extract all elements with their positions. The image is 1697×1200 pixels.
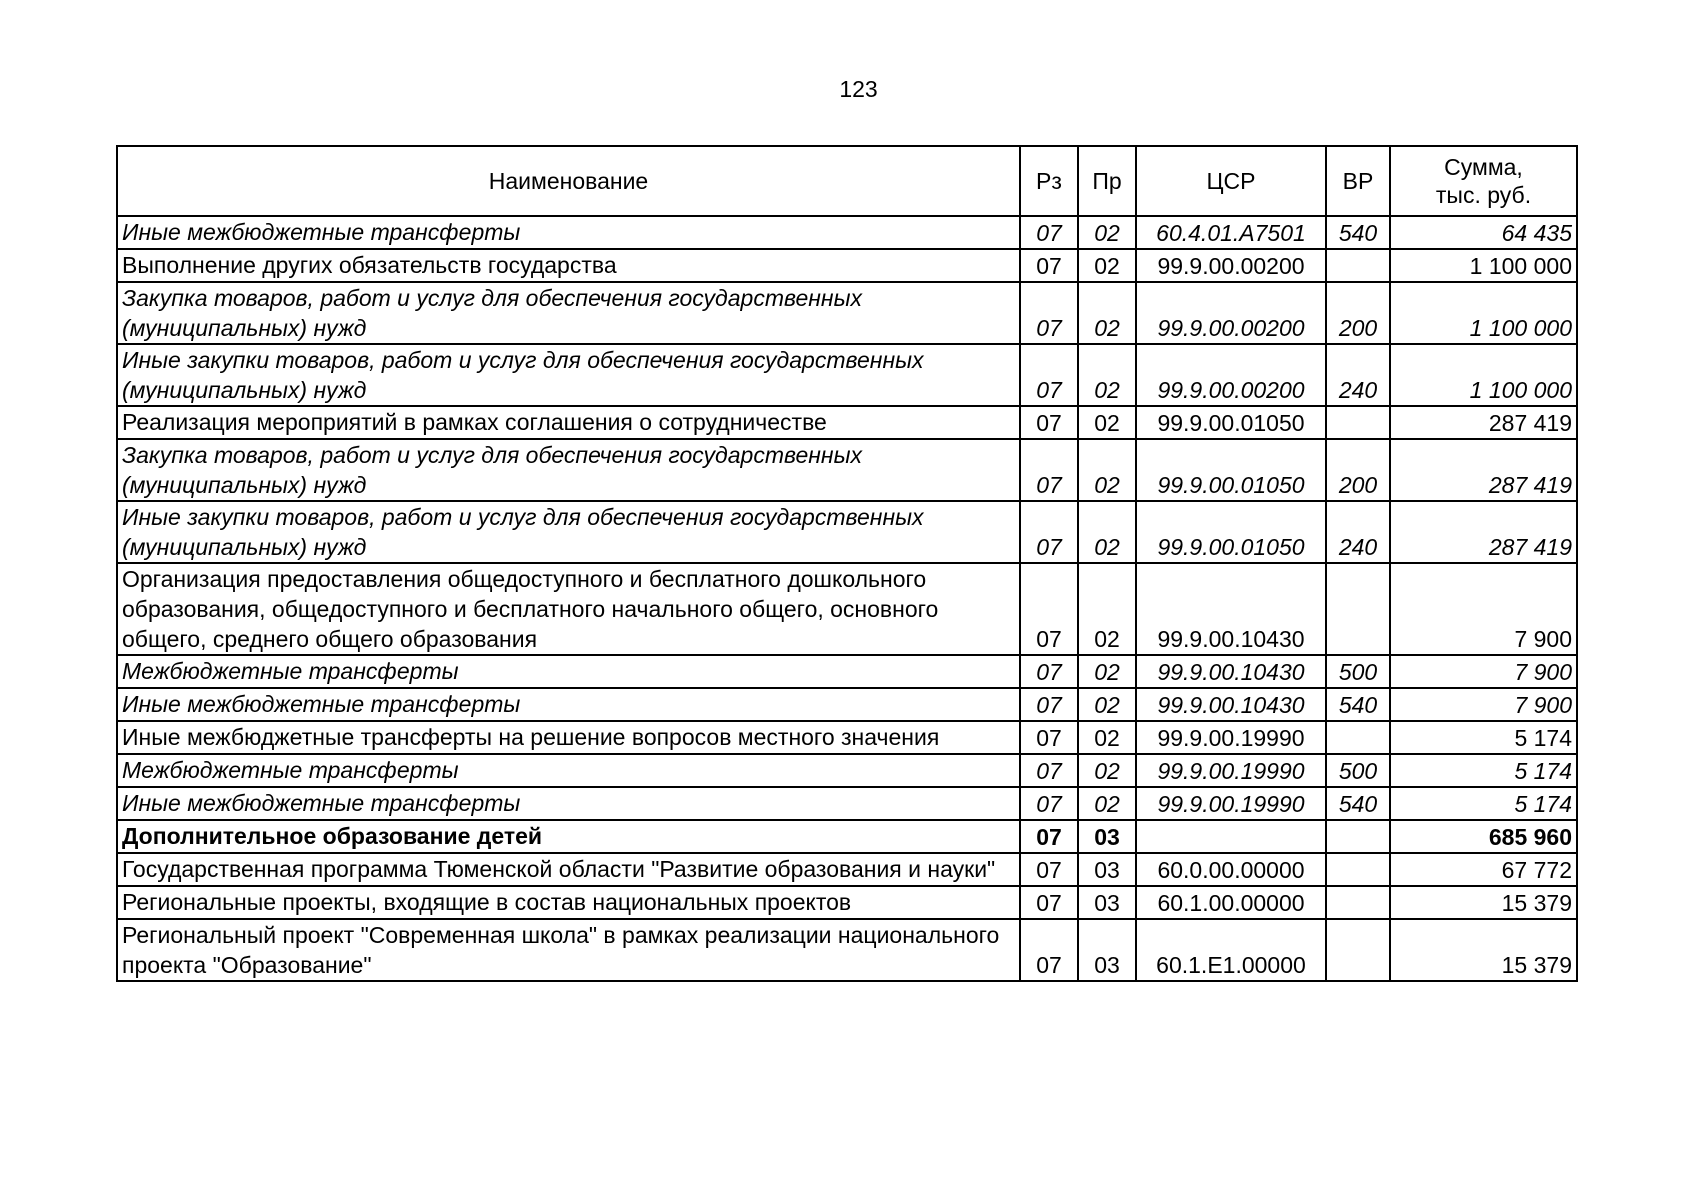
header-vr: ВР <box>1326 146 1390 216</box>
cell-pr: 03 <box>1078 853 1136 886</box>
table-row <box>117 688 1577 721</box>
cell-csr: 60.0.00.00000 <box>1136 853 1326 886</box>
cell-pr: 02 <box>1078 787 1136 820</box>
cell-csr: 99.9.00.19990 <box>1136 754 1326 787</box>
table-row <box>117 563 1577 655</box>
table-row <box>117 853 1577 886</box>
cell-pr: 02 <box>1078 344 1136 406</box>
table-row <box>117 886 1577 919</box>
cell-rz: 07 <box>1020 919 1078 981</box>
cell-sum: 15 379 <box>1390 886 1577 919</box>
cell-pr: 03 <box>1078 919 1136 981</box>
page-number: 123 <box>839 76 878 102</box>
header-csr: ЦСР <box>1136 146 1326 216</box>
cell-name: Организация предоставления общедоступного и бесплатного дошкольного образования, общедоступного и бесплатного начального общего, основного общего, среднего общего образования <box>117 563 1020 655</box>
cell-vr <box>1326 721 1390 754</box>
table-row <box>117 406 1577 439</box>
cell-sum: 7 900 <box>1390 688 1577 721</box>
cell-rz: 07 <box>1020 282 1078 344</box>
cell-vr: 200 <box>1326 282 1390 344</box>
cell-pr: 03 <box>1078 820 1136 853</box>
cell-sum: 7 900 <box>1390 563 1577 655</box>
cell-vr <box>1326 406 1390 439</box>
cell-name: Государственная программа Тюменской области "Развитие образования и науки" <box>117 853 1020 886</box>
cell-vr: 540 <box>1326 787 1390 820</box>
cell-name: Иные межбюджетные трансферты <box>117 787 1020 820</box>
cell-name: Выполнение других обязательств государства <box>117 249 1020 282</box>
cell-rz: 07 <box>1020 439 1078 501</box>
cell-vr <box>1326 820 1390 853</box>
cell-pr: 02 <box>1078 721 1136 754</box>
cell-sum: 1 100 000 <box>1390 344 1577 406</box>
cell-rz: 07 <box>1020 886 1078 919</box>
cell-pr: 02 <box>1078 563 1136 655</box>
cell-pr: 02 <box>1078 216 1136 249</box>
cell-csr: 60.1.Е1.00000 <box>1136 919 1326 981</box>
cell-csr: 99.9.00.00200 <box>1136 249 1326 282</box>
table-row <box>117 655 1577 688</box>
cell-rz: 07 <box>1020 853 1078 886</box>
table-body <box>117 216 1577 981</box>
cell-sum: 1 100 000 <box>1390 282 1577 344</box>
cell-sum: 287 419 <box>1390 501 1577 563</box>
cell-csr: 99.9.00.10430 <box>1136 688 1326 721</box>
header-name: Наименование <box>117 146 1020 216</box>
cell-sum: 7 900 <box>1390 655 1577 688</box>
cell-name: Закупка товаров, работ и услуг для обеспечения государственных (муниципальных) нужд <box>117 439 1020 501</box>
cell-vr <box>1326 563 1390 655</box>
table-row <box>117 344 1577 406</box>
cell-pr: 02 <box>1078 501 1136 563</box>
header-pr: Пр <box>1078 146 1136 216</box>
table-row <box>117 787 1577 820</box>
cell-sum: 287 419 <box>1390 406 1577 439</box>
cell-rz: 07 <box>1020 501 1078 563</box>
cell-csr: 99.9.00.00200 <box>1136 344 1326 406</box>
cell-sum: 64 435 <box>1390 216 1577 249</box>
table-row <box>117 721 1577 754</box>
cell-sum: 5 174 <box>1390 721 1577 754</box>
cell-rz: 07 <box>1020 563 1078 655</box>
cell-rz: 07 <box>1020 820 1078 853</box>
header-row <box>117 146 1577 216</box>
cell-csr: 60.1.00.00000 <box>1136 886 1326 919</box>
cell-sum: 67 772 <box>1390 853 1577 886</box>
cell-rz: 07 <box>1020 655 1078 688</box>
cell-csr <box>1136 820 1326 853</box>
cell-rz: 07 <box>1020 216 1078 249</box>
cell-rz: 07 <box>1020 787 1078 820</box>
table-row <box>117 439 1577 501</box>
cell-pr: 02 <box>1078 249 1136 282</box>
cell-name: Региональные проекты, входящие в состав национальных проектов <box>117 886 1020 919</box>
cell-pr: 02 <box>1078 282 1136 344</box>
cell-pr: 02 <box>1078 655 1136 688</box>
cell-rz: 07 <box>1020 249 1078 282</box>
cell-rz: 07 <box>1020 406 1078 439</box>
cell-rz: 07 <box>1020 754 1078 787</box>
cell-name: Межбюджетные трансферты <box>117 655 1020 688</box>
cell-vr: 540 <box>1326 216 1390 249</box>
cell-name: Реализация мероприятий в рамках соглашения о сотрудничестве <box>117 406 1020 439</box>
cell-vr <box>1326 919 1390 981</box>
cell-csr: 60.4.01.А7501 <box>1136 216 1326 249</box>
header-sum <box>1390 146 1577 216</box>
cell-csr: 99.9.00.19990 <box>1136 787 1326 820</box>
budget-table <box>116 145 1578 982</box>
cell-vr: 500 <box>1326 754 1390 787</box>
cell-sum: 287 419 <box>1390 439 1577 501</box>
cell-vr: 240 <box>1326 344 1390 406</box>
cell-name: Межбюджетные трансферты <box>117 754 1020 787</box>
table-row <box>117 249 1577 282</box>
header-sum-line1: Сумма, <box>1444 154 1523 180</box>
cell-vr: 500 <box>1326 655 1390 688</box>
table-row <box>117 282 1577 344</box>
cell-csr: 99.9.00.10430 <box>1136 655 1326 688</box>
header-rz: Рз <box>1020 146 1078 216</box>
cell-name: Закупка товаров, работ и услуг для обеспечения государственных (муниципальных) нужд <box>117 282 1020 344</box>
cell-csr: 99.9.00.01050 <box>1136 501 1326 563</box>
cell-rz: 07 <box>1020 721 1078 754</box>
cell-csr: 99.9.00.01050 <box>1136 406 1326 439</box>
cell-name: Иные закупки товаров, работ и услуг для обеспечения государственных (муниципальных) нужд <box>117 344 1020 406</box>
cell-sum: 15 379 <box>1390 919 1577 981</box>
cell-csr: 99.9.00.00200 <box>1136 282 1326 344</box>
cell-rz: 07 <box>1020 344 1078 406</box>
table-row <box>117 820 1577 853</box>
cell-name: Иные межбюджетные трансферты на решение вопросов местного значения <box>117 721 1020 754</box>
cell-pr: 02 <box>1078 439 1136 501</box>
cell-vr <box>1326 886 1390 919</box>
cell-pr: 02 <box>1078 406 1136 439</box>
cell-pr: 02 <box>1078 688 1136 721</box>
cell-vr <box>1326 249 1390 282</box>
cell-rz: 07 <box>1020 688 1078 721</box>
table-row <box>117 919 1577 981</box>
table-row <box>117 754 1577 787</box>
cell-pr: 03 <box>1078 886 1136 919</box>
cell-vr <box>1326 853 1390 886</box>
cell-name: Региональный проект "Современная школа" в рамках реализации национального проекта "Образование" <box>117 919 1020 981</box>
table-row <box>117 216 1577 249</box>
cell-name: Иные закупки товаров, работ и услуг для обеспечения государственных (муниципальных) нужд <box>117 501 1020 563</box>
cell-csr: 99.9.00.10430 <box>1136 563 1326 655</box>
cell-name: Иные межбюджетные трансферты <box>117 688 1020 721</box>
cell-sum: 5 174 <box>1390 787 1577 820</box>
table-header <box>117 146 1577 216</box>
cell-csr: 99.9.00.19990 <box>1136 721 1326 754</box>
cell-pr: 02 <box>1078 754 1136 787</box>
cell-sum: 685 960 <box>1390 820 1577 853</box>
cell-vr: 240 <box>1326 501 1390 563</box>
cell-sum: 5 174 <box>1390 754 1577 787</box>
cell-sum: 1 100 000 <box>1390 249 1577 282</box>
table-row <box>117 501 1577 563</box>
cell-vr: 540 <box>1326 688 1390 721</box>
cell-csr: 99.9.00.01050 <box>1136 439 1326 501</box>
cell-name: Иные межбюджетные трансферты <box>117 216 1020 249</box>
cell-vr: 200 <box>1326 439 1390 501</box>
cell-name: Дополнительное образование детей <box>117 820 1020 853</box>
header-sum-line2: тыс. руб. <box>1435 182 1532 208</box>
